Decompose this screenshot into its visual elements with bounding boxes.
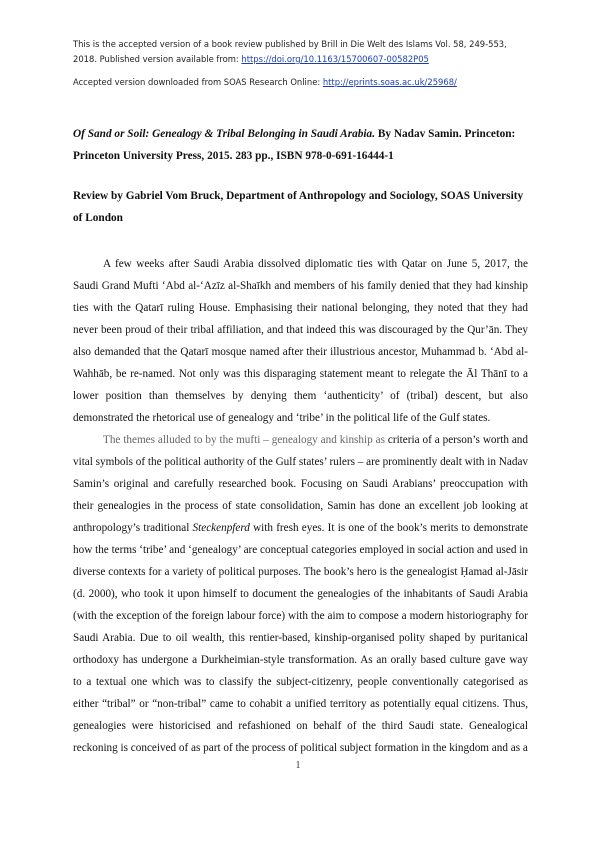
paragraph-2-italic-term: Steckenpferd (192, 522, 250, 534)
doi-link[interactable]: https://doi.org/10.1163/15700607-00582P05 (241, 54, 429, 64)
paragraph-1: A few weeks after Saudi Arabia dissolved diplomatic ties with Qatar on June 5, 2017, the Saudi Grand Mufti ‘Abd al-‘Azīz al-Shaīkh and members of his family denied that they had kinship ties with the Qatarī ruling House. Emphasising their national belonging, they noted that they had never been proud of their tribal affiliation, and that indeed this was discouraged by the Qur’ān. They also demanded that the Qatarī mosque named after their illustrious ancestor, Muhammad b. ‘Abd al-Wahhāb, be re-named. Not only was this disparaging statement meant to relegate the Āl Thānī to a lower position than themselves by denying them ‘authenticity’ of (tribal) descent, but also demonstrated the rhetorical use of genealogy and ‘tribe’ in the political life of the Gulf states. (73, 258, 528, 424)
repository-link[interactable]: http://eprints.soas.ac.uk/25968/ (322, 77, 457, 87)
book-author-publisher: By Nadav Samin. Princeton: Princeton University Press, 2015. 283 pp., ISBN 978-0-691-16444-1 (73, 128, 516, 162)
paragraph-2 (73, 429, 528, 759)
page-number: 1 (295, 760, 301, 771)
paragraph-2-part-a: criteria of a person’s worth and vital symbols of the political authority of the Gulf states’ rulers – are prominently dealt with in Nadav Samin’s original and carefully researched book. Focusing on Saudi Arabians’ preoccupation with their genealogies in the process of state consolidation, Samin has done an excellent job looking at anthropology’s traditional (73, 434, 528, 534)
paragraph-2-lead: The themes alluded to by the mufti – genealogy and kinship as (103, 434, 385, 446)
repository-notice-text: Accepted version downloaded from SOAS Research Online: (73, 77, 323, 87)
publication-notice (73, 37, 533, 67)
reviewer-affiliation: Review by Gabriel Vom Bruck, Department of Anthropology and Sociology, SOAS University of London (73, 190, 524, 224)
book-title: Of Sand or Soil: Genealogy & Tribal Belonging in Saudi Arabia. (73, 128, 376, 140)
publication-notice-text: This is the accepted version of a book review published by Brill in Die Welt des Islams Vol. 58, 249-553, 2018. Published version available from: (73, 39, 507, 64)
review-body (73, 253, 528, 759)
paragraph-2-part-b: with fresh eyes. It is one of the book’s merits to demonstrate how the terms ‘tribe’ and ‘genealogy’ are conceptual categories employed in social action and used in diverse contexts for a variety of political purposes. The book’s hero is the genealogist Ḥamad al-Jāsir (d. 2000), who took it upon himself to document the genealogies of the inhabitants of Saudi Arabia (with the exception of the foreign labour force) with the aim to compose a modern historiography for Saudi Arabia. Due to oil wealth, this rentier-based, kinship-organised polity shaped by puritanical orthodoxy has undergone a Durkheimian-style transformation. As an orally based culture gave way to a textual one which was to classify the subject-citizenry, people conventionally categorised as either “tribal” or “non-tribal” came to cohabit a unified territory as potentially equal citizens. Thus, genealogies were historicised and refashioned on behalf of the third Saudi state. Genealogical reckoning is conceived of as part of the process of political subject formation in the kingdom and as a (73, 522, 528, 754)
review-byline (73, 185, 533, 229)
repository-notice (73, 75, 533, 90)
book-citation (73, 123, 533, 167)
